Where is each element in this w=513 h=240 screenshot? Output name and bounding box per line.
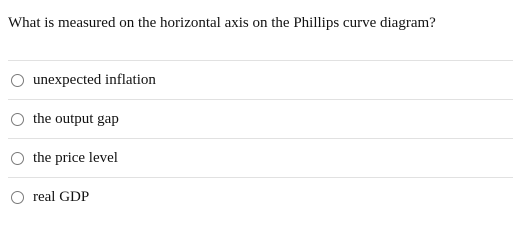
radio-button[interactable]	[11, 152, 24, 165]
answer-option[interactable]	[8, 177, 513, 216]
question-text: What is measured on the horizontal axis on the Phillips curve diagram?	[8, 15, 436, 31]
answer-option[interactable]	[8, 60, 513, 99]
answer-option-label: unexpected inflation	[33, 72, 156, 88]
radio-button[interactable]	[11, 74, 24, 87]
answer-option-label: the output gap	[33, 111, 119, 127]
answer-options	[8, 60, 513, 216]
radio-button[interactable]	[11, 191, 24, 204]
answer-option-label: the price level	[33, 150, 118, 166]
answer-option[interactable]	[8, 99, 513, 138]
radio-button[interactable]	[11, 113, 24, 126]
answer-option[interactable]	[8, 138, 513, 177]
answer-option-label: real GDP	[33, 189, 90, 205]
